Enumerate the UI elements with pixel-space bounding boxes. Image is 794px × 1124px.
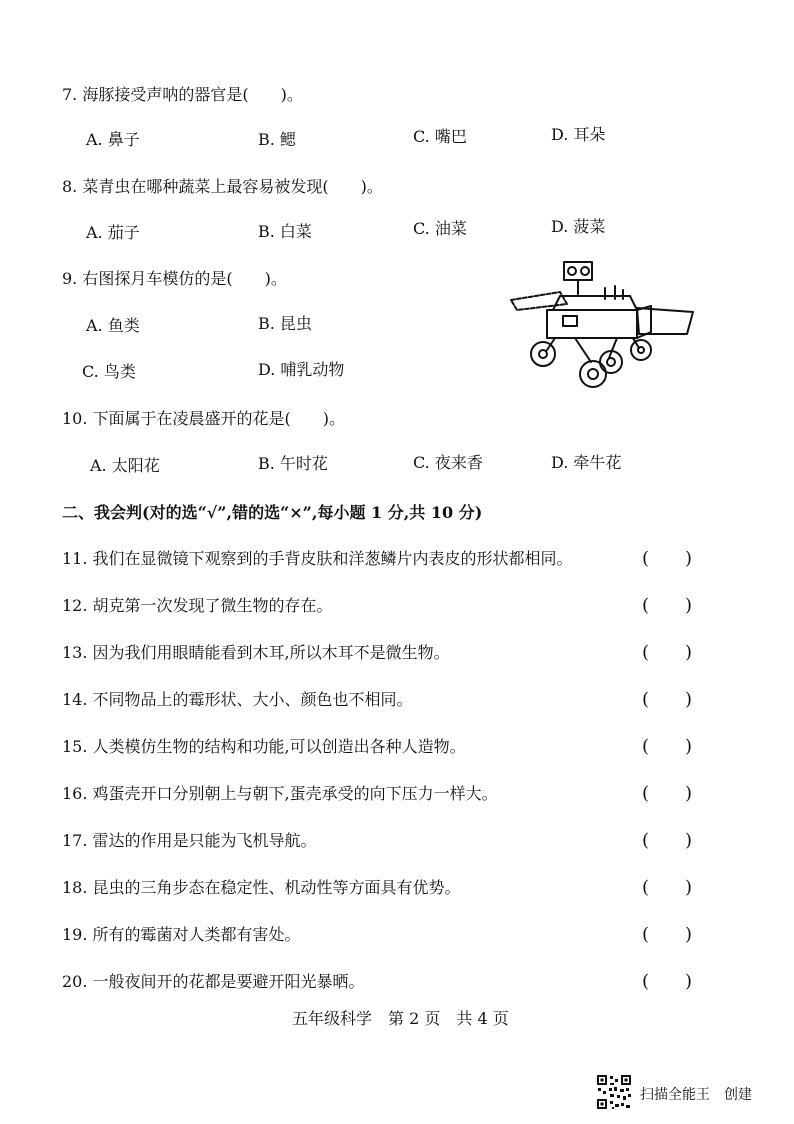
tf-item-13: 13. 因为我们用眼睛能看到木耳,所以木耳不是微生物。 xyxy=(62,643,450,662)
tf-item-14: 14. 不同物品上的霉形状、大小、颜色也不相同。 xyxy=(62,690,413,709)
tf-item-11: 11. 我们在显微镜下观察到的手背皮肤和洋葱鳞片内表皮的形状都相同。 xyxy=(62,549,573,568)
answer-blank-19[interactable]: ( ) xyxy=(642,924,693,945)
answer-blank-11[interactable]: ( ) xyxy=(642,548,693,569)
page-footer: 五年级科学 第 2 页 共 4 页 xyxy=(292,1009,509,1028)
question-9: 9. 右图探月车模仿的是( )。 xyxy=(62,269,287,288)
question-7: 7. 海豚接受声呐的器官是( )。 xyxy=(62,85,303,104)
q8-option-d: D. 菠菜 xyxy=(551,217,606,236)
answer-blank-15[interactable]: ( ) xyxy=(642,736,693,757)
tf-item-18: 18. 昆虫的三角步态在稳定性、机动性等方面具有优势。 xyxy=(62,878,461,897)
tf-item-20: 20. 一般夜间开的花都是要避开阳光暴晒。 xyxy=(62,972,365,991)
tf-item-16: 16. 鸡蛋壳开口分别朝上与朝下,蛋壳承受的向下压力一样大。 xyxy=(62,784,498,803)
q9-option-d: D. 哺乳动物 xyxy=(258,360,345,379)
q7-option-d: D. 耳朵 xyxy=(551,125,606,144)
tf-item-19: 19. 所有的霉菌对人类都有害处。 xyxy=(62,925,301,944)
q7-option-a: A. 鼻子 xyxy=(86,130,140,149)
q10-option-b: B. 午时花 xyxy=(258,454,328,473)
q10-option-a: A. 太阳花 xyxy=(90,456,160,475)
question-10: 10. 下面属于在凌晨盛开的花是( )。 xyxy=(62,409,346,428)
q9-option-a: A. 鱼类 xyxy=(86,316,140,335)
q7-option-b: B. 鳃 xyxy=(258,130,296,149)
q7-option-c: C. 嘴巴 xyxy=(413,127,467,146)
answer-blank-12[interactable]: ( ) xyxy=(642,595,693,616)
tf-item-15: 15. 人类模仿生物的结构和功能,可以创造出各种人造物。 xyxy=(62,737,466,756)
answer-blank-16[interactable]: ( ) xyxy=(642,783,693,804)
q9-option-b: B. 昆虫 xyxy=(258,314,312,333)
q9-option-c: C. 鸟类 xyxy=(82,362,136,381)
scanner-watermark-label: 扫描全能王 创建 xyxy=(640,1087,752,1103)
answer-blank-20[interactable]: ( ) xyxy=(642,971,693,992)
q10-option-d: D. 牵牛花 xyxy=(551,453,622,472)
question-8: 8. 菜青虫在哪种蔬菜上最容易被发现( )。 xyxy=(62,177,383,196)
lunar-rover-illustration xyxy=(505,252,705,392)
section-2-title: 二、我会判(对的选“√”,错的选“×”,每小题 1 分,共 10 分) xyxy=(62,503,483,522)
tf-item-12: 12. 胡克第一次发现了微生物的存在。 xyxy=(62,596,333,615)
answer-blank-14[interactable]: ( ) xyxy=(642,689,693,710)
q8-option-c: C. 油菜 xyxy=(413,219,467,238)
answer-blank-17[interactable]: ( ) xyxy=(642,830,693,851)
q10-option-c: C. 夜来香 xyxy=(413,453,483,472)
answer-blank-18[interactable]: ( ) xyxy=(642,877,693,898)
q8-option-a: A. 茄子 xyxy=(86,223,140,242)
tf-item-17: 17. 雷达的作用是只能为飞机导航。 xyxy=(62,831,317,850)
q8-option-b: B. 白菜 xyxy=(258,222,312,241)
qr-code-icon xyxy=(596,1074,632,1110)
answer-blank-13[interactable]: ( ) xyxy=(642,642,693,663)
